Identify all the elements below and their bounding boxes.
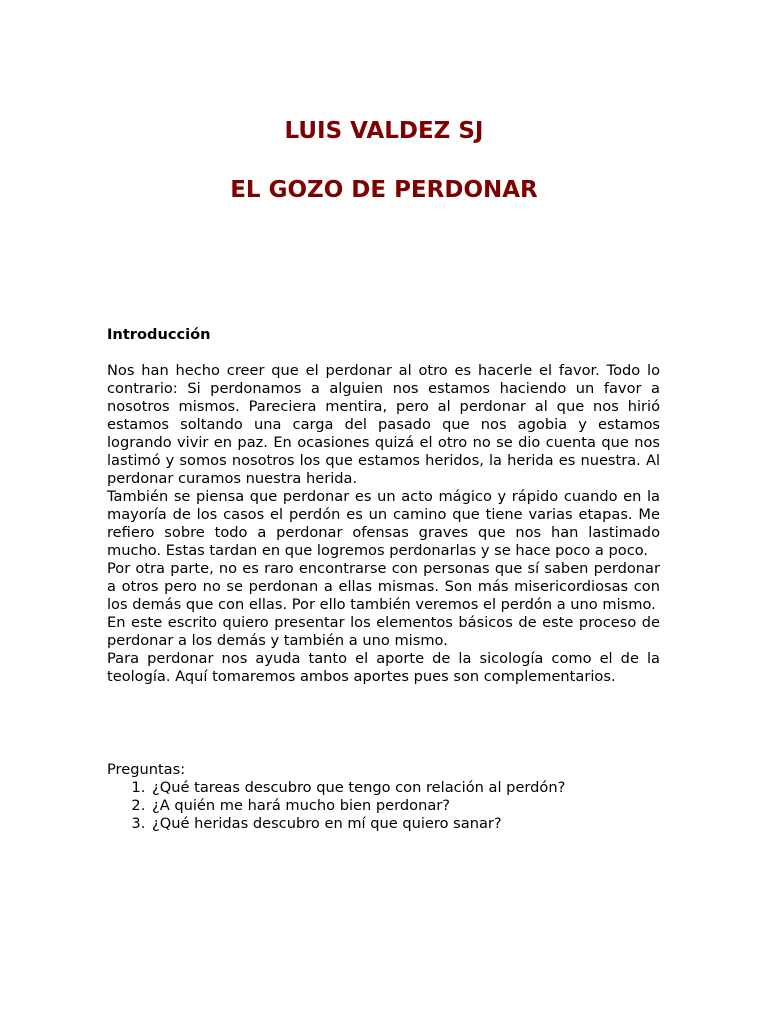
question-item: 1. ¿Qué tareas descubro que tengo con relación al perdón? [150, 779, 660, 797]
paragraph: También se piensa que perdonar es un acto mágico y rápido cuando en la mayoría de los casos el perdón es un camino que tiene varias etapas. Me refiero sobre todo a perdonar ofensas graves que nos han lastimado mucho. Estas tardan en que logremos perdonarlas y se hace poco a poco. [107, 488, 660, 559]
paragraph: En este escrito quiero presentar los elementos básicos de este proceso de perdonar a los demás y también a uno mismo. [107, 614, 660, 649]
section-heading: Introducción [107, 326, 211, 343]
introduction-body [107, 362, 660, 686]
book-title: EL GOZO DE PERDONAR [230, 177, 538, 203]
questions-label: Preguntas: [107, 761, 186, 778]
paragraph: Para perdonar nos ayuda tanto el aporte de la sicología como el de la teología. Aquí tomaremos ambos aportes pues son complementarios. [107, 650, 660, 685]
paragraph: Por otra parte, no es raro encontrarse con personas que sí saben perdonar a otros pero no se perdonan a ellas mismas. Son más misericordiosas con los demás que con ellas. Por ello también veremos el perdón a uno mismo. [107, 560, 660, 613]
author-title: LUIS VALDEZ SJ [284, 118, 484, 144]
question-item: 3. ¿Qué heridas descubro en mí que quiero sanar? [150, 815, 660, 833]
questions-section [107, 761, 660, 833]
question-item: 2. ¿A quién me hará mucho bien perdonar? [150, 797, 660, 815]
questions-list [107, 779, 660, 833]
paragraph: Nos han hecho creer que el perdonar al otro es hacerle el favor. Todo lo contrario: Si perdonamos a alguien nos estamos haciendo un favor a nosotros mismos. Pareciera mentira, pero al perdonar al que nos hirió estamos soltando una carga del pasado que nos agobia y estamos logrando vivir en paz. En ocasiones quizá el otro no se dio cuenta que nos lastimó y somos nosotros los que estamos heridos, la herida es nuestra. Al perdonar curamos nuestra herida. [107, 362, 660, 487]
